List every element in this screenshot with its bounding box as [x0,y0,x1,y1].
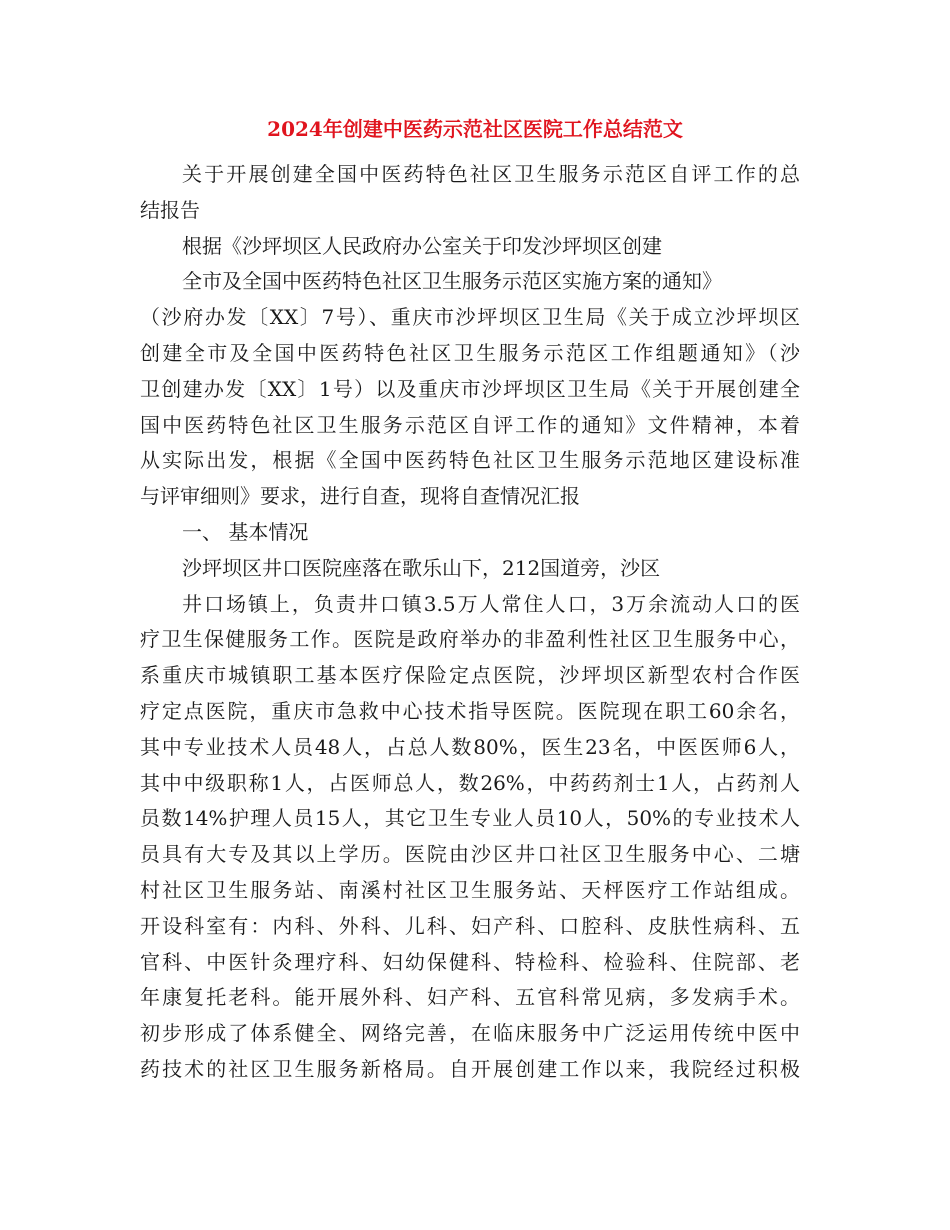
body-line: 初步形成了体系健全、网络完善，在临床服务中广泛运用传统中医中 [140,1021,800,1046]
body-line: 开设科室有：内科、外科、儿科、妇产科、口腔科、皮肤性病科、五 [140,913,800,938]
document-body [140,157,800,1088]
body-line: 年康复托老科。能开展外科、妇产科、五官科常见病，多发病手术。 [140,985,800,1010]
body-line: 疗定点医院，重庆市急救中心技术指导医院。医院现在职工60余名， [140,698,800,723]
body-line: 其中专业技术人员48人，占总人数80%，医生23名，中医医师6人， [140,734,800,759]
body-line: 官科、中医针灸理疗科、妇幼保健科、特检科、检验科、住院部、老 [140,949,800,974]
body-line: 井口场镇上，负责井口镇3.5万人常住人口，3万余流动人口的医 [182,591,800,616]
body-line: （沙府办发〔XX〕7号）、重庆市沙坪坝区卫生局《关于成立沙坪坝区 [140,305,800,330]
body-line: 沙坪坝区井口医院座落在歌乐山下，212国道旁，沙区 [182,555,661,580]
body-line: 卫创建办发〔XX〕1号）以及重庆市沙坪坝区卫生局《关于开展创建全 [140,376,800,401]
body-line: 村社区卫生服务站、南溪村社区卫生服务站、天枰医疗工作站组成。 [140,877,800,902]
body-line: 从实际出发，根据《全国中医药特色社区卫生服务示范地区建设标准 [140,448,800,473]
body-line: 员具有大专及其以上学历。医院由沙区井口社区卫生服务中心、二塘 [140,842,800,867]
body-line: 员数14%护理人员15人，其它卫生专业人员10人，50%的专业技术人 [140,806,800,831]
body-line: 全市及全国中医药特色社区卫生服务示范区实施方案的通知》 [182,269,722,294]
body-line: 药技术的社区卫生服务新格局。自开展创建工作以来，我院经过积极 [140,1056,800,1081]
body-line: 国中医药特色社区卫生服务示范区自评工作的通知》文件精神，本着 [140,412,800,437]
body-line: 创建全市及全国中医药特色社区卫生服务示范区工作组题通知》（沙 [140,340,800,365]
body-line: 与评审细则》要求，进行自查，现将自查情况汇报 [140,484,580,509]
body-line: 关于开展创建全国中医药特色社区卫生服务示范区自评工作的总 [182,162,800,186]
body-line: 其中中级职称1人，占医师总人，数26%，中药药剂士1人，占药剂人 [140,770,800,795]
body-line: 结报告 [140,197,200,222]
body-line: 疗卫生保健服务工作。医院是政府举办的非盈利性社区卫生服务中心， [140,627,800,652]
body-line: 一、 基本情况 [182,519,309,544]
body-line: 根据《沙坪坝区人民政府办公室关于印发沙坪坝区创建 [182,233,662,258]
document-title: 2024年创建中医药示范社区医院工作总结范文 [267,117,683,141]
body-line: 系重庆市城镇职工基本医疗保险定点医院，沙坪坝区新型农村合作医 [140,663,800,688]
